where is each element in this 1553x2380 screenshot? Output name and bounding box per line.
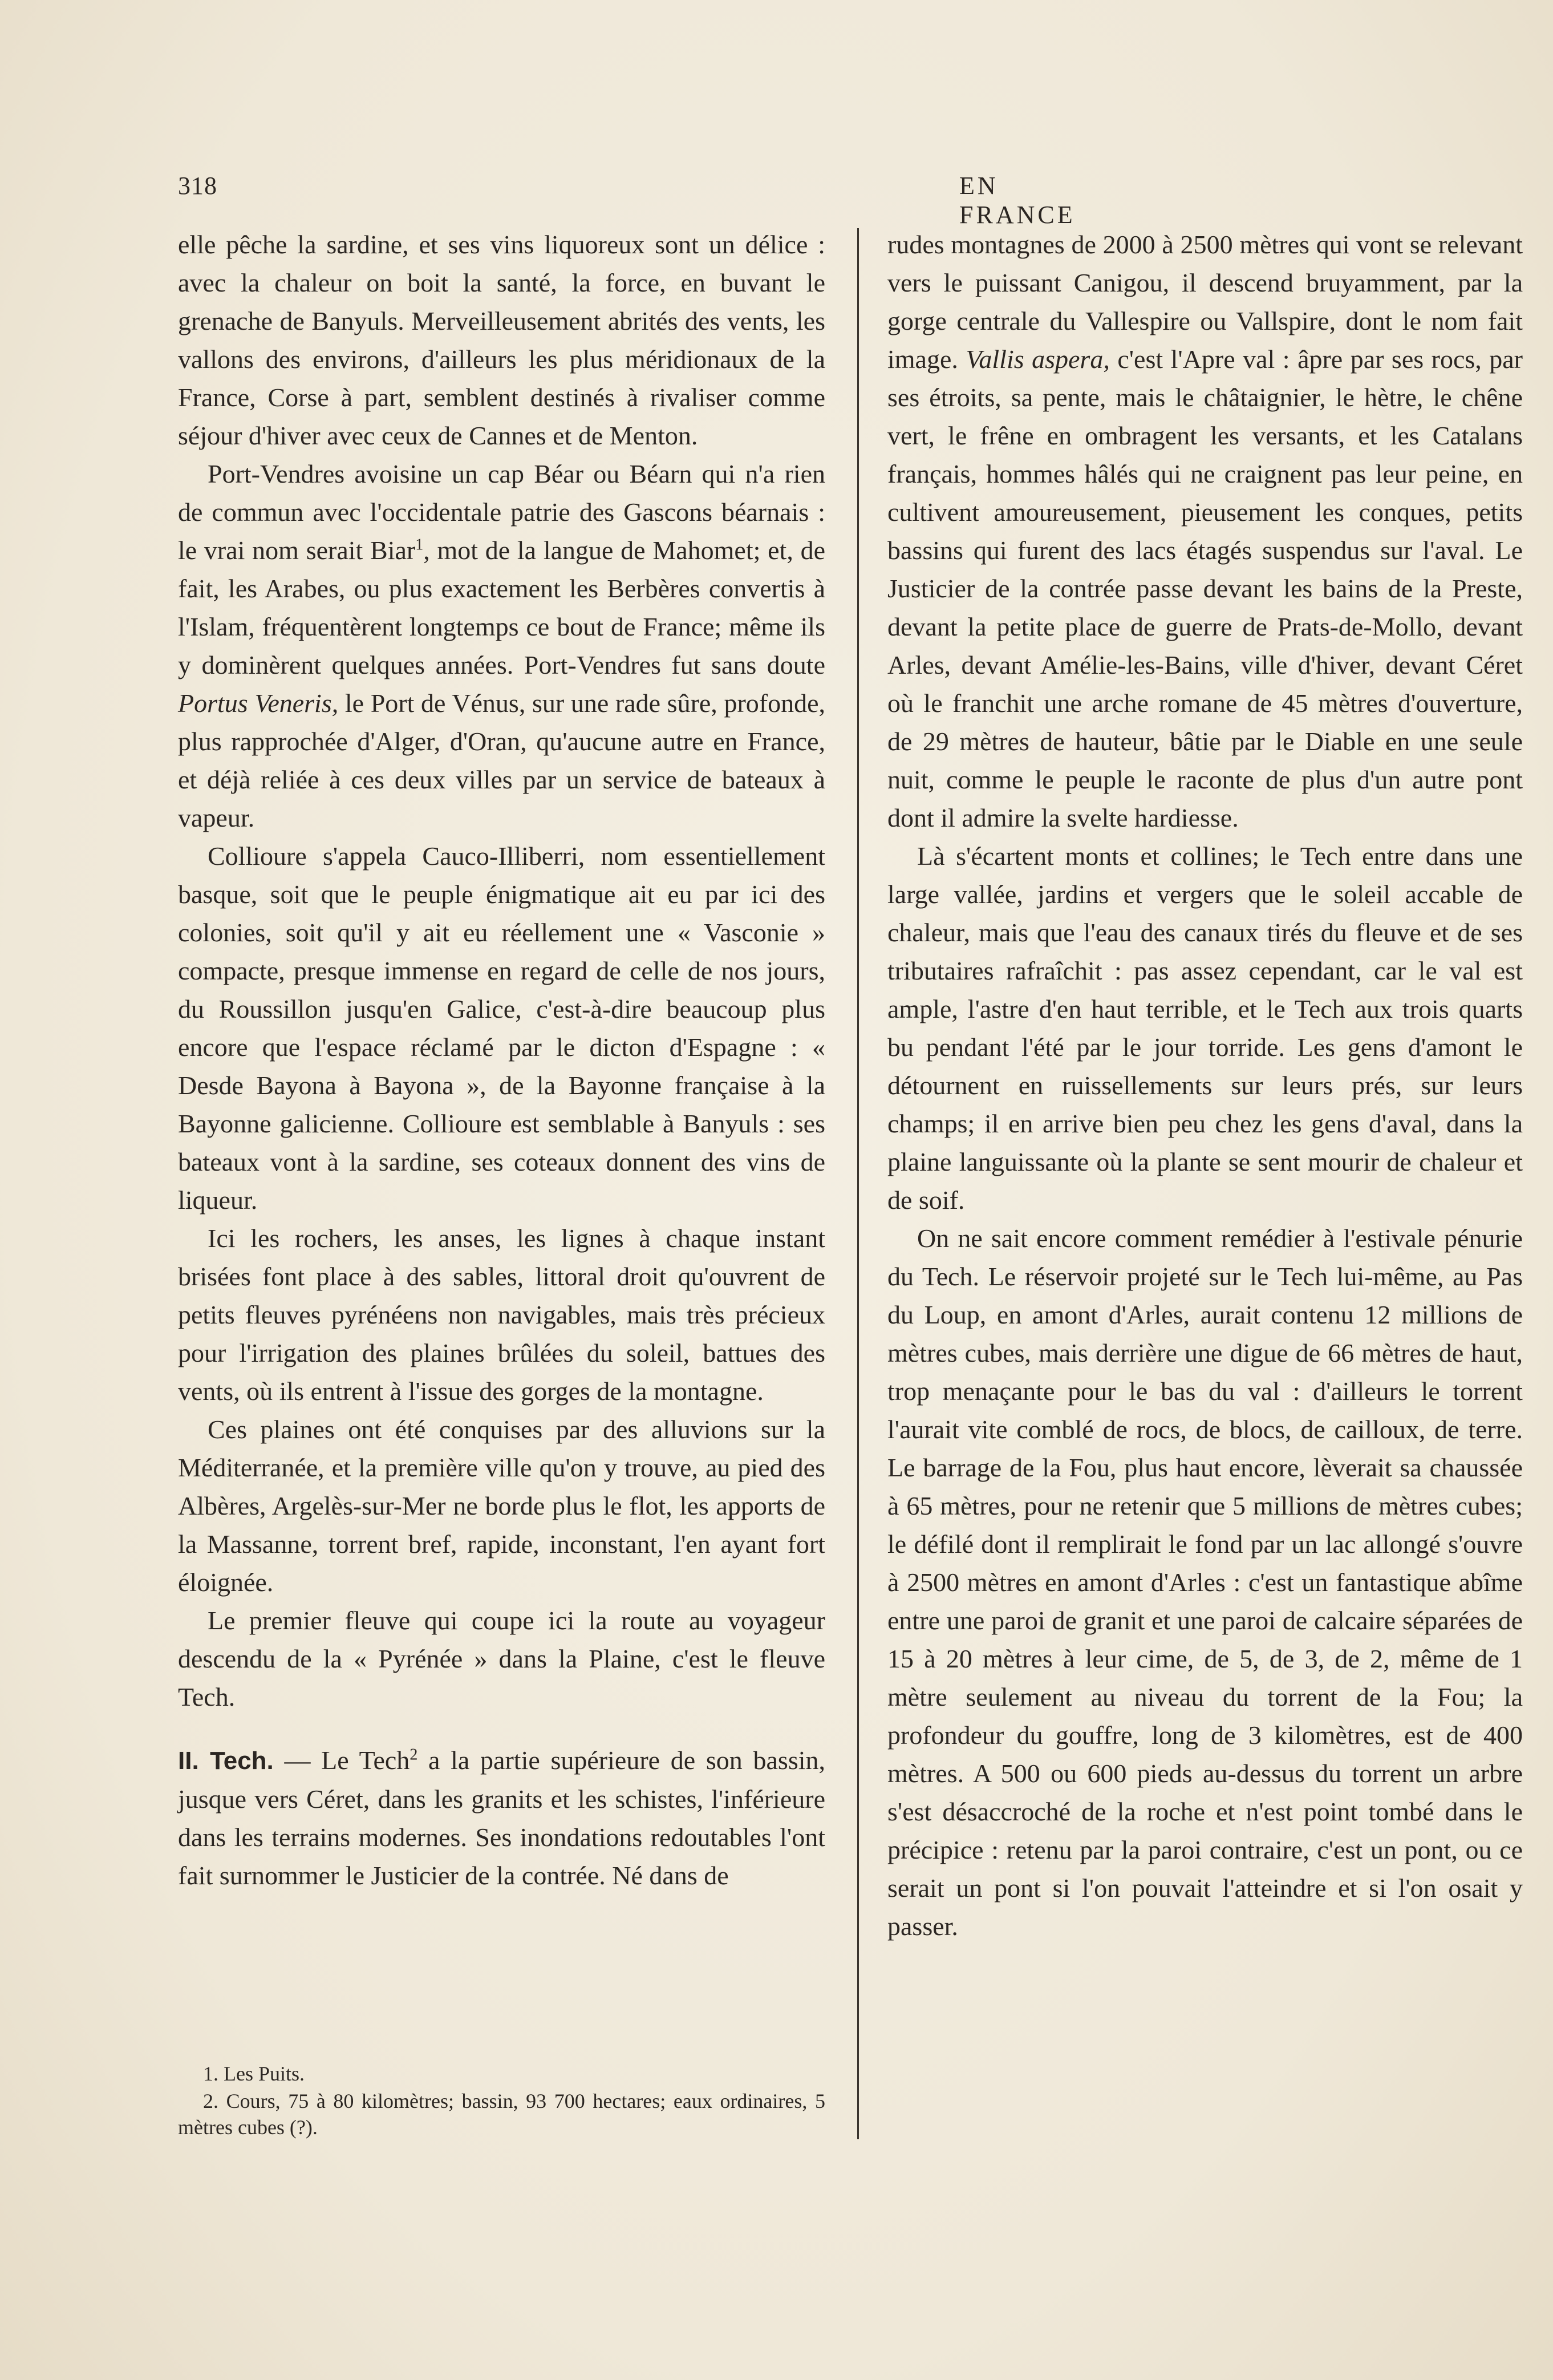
text-run: le Port de Vénus, sur une rade sûre, profonde, plus rapprochée d'Alger, d'Oran, qu'aucune autre en France, et déjà reliée à ces deux villes par un service de bateaux à vapeur. — [178, 689, 825, 832]
text-run: rudes montagnes de 2000 à 2500 mètres qui vont se relevant vers le puissant Canigou, il descend bruyamment, par la gorge centrale du Vallespire ou Vallspire, dont le nom fait image. — [887, 230, 1523, 374]
text-run: , mot de la langue de Mahomet; et, de fait, les Arabes, ou plus exactement les Berbères convertis à l'Islam, fréquentèrent longtemps ce bout de France; même ils y dominèrent quelques années. Port-Vendres fut sans doute — [178, 536, 825, 679]
right-paragraph-3: On ne sait encore comment remédier à l'estivale pénurie du Tech. Le réservoir projeté sur le Tech lui-même, au Pas du Loup, en amont d'Arles, aurait contenu 12 millions de mètres cubes, mais derrière une digue de 66 mètres de haut, trop menaçante pour le bas du val : d'ailleurs le torrent l'aurait vite comblé de rocs, de blocs, de cailloux, de terre. Le barrage de la Fou, plus haut encore, lèverait sa chaussée à 65 mètres, pour ne retenir que 5 millions de mètres cubes; le défilé dont il remplirait le fond par un lac allongé s'ouvre à 2500 mètres en amont d'Arles : c'est un fantastique abîme entre une paroi de granit et une paroi de calcaire séparées de 15 à 20 mètres à leur cime, de 5, de 3, de 2, même de 1 mètre seulement au niveau du torrent de la Fou; la profondeur du gouffre, long de 3 kilomètres, est de 400 mètres. A 500 ou 600 pieds au-dessus du torrent un arbre s'est désaccroché de la roche et n'est point tombé dans le précipice : retenu par la paroi contraire, c'est un pont, ou ce serait un pont si l'on pouvait l'atteindre et si l'on osait y passer. — [887, 1224, 1523, 1941]
left-paragraph-6: Le premier fleuve qui coupe ici la route au voyageur descendu de la « Pyrénée » dans la Plaine, c'est le fleuve Tech. — [178, 1606, 825, 1711]
section-tech-paragraph — [178, 1741, 825, 1895]
text-run: c'est l'Apre val : âpre par ses rocs, par ses étroits, sa pente, mais le châtaignier, le hètre, le chêne vert, le frêne en ombragent les versants, et les Catalans français, hommes hâlés qui ne craignent pas leur peine, en cultivent amoureusement, pieusement les conques, petits bassins qui furent des lacs étagés suspendus sur l'aval. Le Justicier de la contrée passe devant les bains de la Preste, devant la petite place de guerre de Prats-de-Mollo, devant Arles, devant Amélie-les-Bains, ville d'hiver, devant Céret où le franchit une arche romane de 45 mètres d'ouverture, de 29 mètres de hauteur, bâtie par le Diable en une seule nuit, comme le peuple le raconte de plus d'un autre pont dont il admire la svelte hardiesse. — [887, 345, 1523, 832]
footnote-ref-1: 1 — [415, 536, 424, 554]
left-paragraph-5: Ces plaines ont été conquises par des alluvions sur la Méditerranée, et la première ville qu'on y trouve, au pied des Albères, Argelès-sur-Mer ne borde plus le flot, les apports de la Massanne, torrent bref, rapide, inconstant, l'en ayant fort éloignée. — [178, 1415, 825, 1597]
footnote-ref-2: 2 — [409, 1746, 418, 1764]
running-title: EN FRANCE — [959, 172, 1076, 229]
left-column — [178, 225, 825, 1895]
left-paragraph-3: Collioure s'appela Cauco-Illiberri, nom essentiellement basque, soit que le peuple énigmatique ait eu par ici des colonies, soit qu'il y ait eu réellement une « Vasconie » compacte, presque immense en regard de celle de nos jours, du Roussillon jusqu'en Galice, c'est-à-dire beaucoup plus encore que l'espace réclamé par le dicton d'Espagne : « Desde Bayona à Bayona », de la Bayonne française à la Bayonne galicienne. Collioure est semblable à Banyuls : ses bateaux vont à la sardine, ses coteaux donnent des vins de liqueur. — [178, 841, 825, 1215]
right-column — [887, 225, 1523, 1945]
column-divider — [857, 228, 859, 2139]
text-run: a la partie supérieure de son bassin, jusque vers Céret, dans les granits et les schistes, l'inférieure dans les terrains modernes. Ses inondations redoutables l'ont fait surnommer le Justicier de la contrée. Né dans de — [178, 1746, 825, 1890]
left-paragraph-1: elle pêche la sardine, et ses vins liquoreux sont un délice : avec la chaleur on boit la santé, la force, en buvant le grenache de Banyuls. Merveilleusement abrités des vents, les vallons des environs, d'ailleurs les plus méridionaux de la France, Corse à part, semblent destinés à rivaliser comme séjour d'hiver avec ceux de Cannes et de Menton. — [178, 230, 825, 450]
right-paragraph-1 — [887, 225, 1523, 837]
footnote-1: 1. Les Puits. — [203, 2062, 305, 2085]
page-header — [178, 171, 1076, 229]
left-paragraph-2 — [178, 455, 825, 837]
text-run: Port-Vendres avoisine un cap Béar ou Béarn qui n'a rien de commun avec l'occidentale patrie des Gascons béarnais : le vrai nom serait Biar — [178, 459, 825, 565]
italic-latin-term: Vallis aspera, — [966, 345, 1110, 374]
section-heading: II. Tech. — [178, 1747, 274, 1775]
footnotes — [178, 2061, 825, 2142]
page-number: 318 — [178, 172, 217, 200]
italic-latin-term: Portus Veneris, — [178, 689, 339, 718]
left-paragraph-4: Ici les rochers, les anses, les lignes à chaque instant brisées font place à des sables, littoral droit qu'ouvrent de petits fleuves pyrénéens non navigables, mais très précieux pour l'irrigation des plaines brûlées du soleil, battues des vents, où ils entrent à l'issue des gorges de la montagne. — [178, 1224, 825, 1406]
right-paragraph-2: Là s'écartent monts et collines; le Tech entre dans une large vallée, jardins et vergers que le soleil accable de chaleur, mais que l'eau des canaux tirés du fleuve et de ses tributaires rafraîchit : pas assez cependant, car le val est ample, l'astre d'en haut terrible, et le Tech aux trois quarts bu pendant l'été par le jour torride. Les gens d'amont le détournent en ruissellements sur leurs prés, sur leurs champs; il en arrive bien peu chez les gens d'aval, dans la plaine languissante où la plante se sent mourir de chaleur et de soif. — [887, 841, 1523, 1215]
text-run: — Le Tech — [273, 1746, 410, 1775]
footnote-2: 2. Cours, 75 à 80 kilomètres; bassin, 93 700 hectares; eaux ordinaires, 5 mètres cubes (?). — [178, 2090, 825, 2139]
